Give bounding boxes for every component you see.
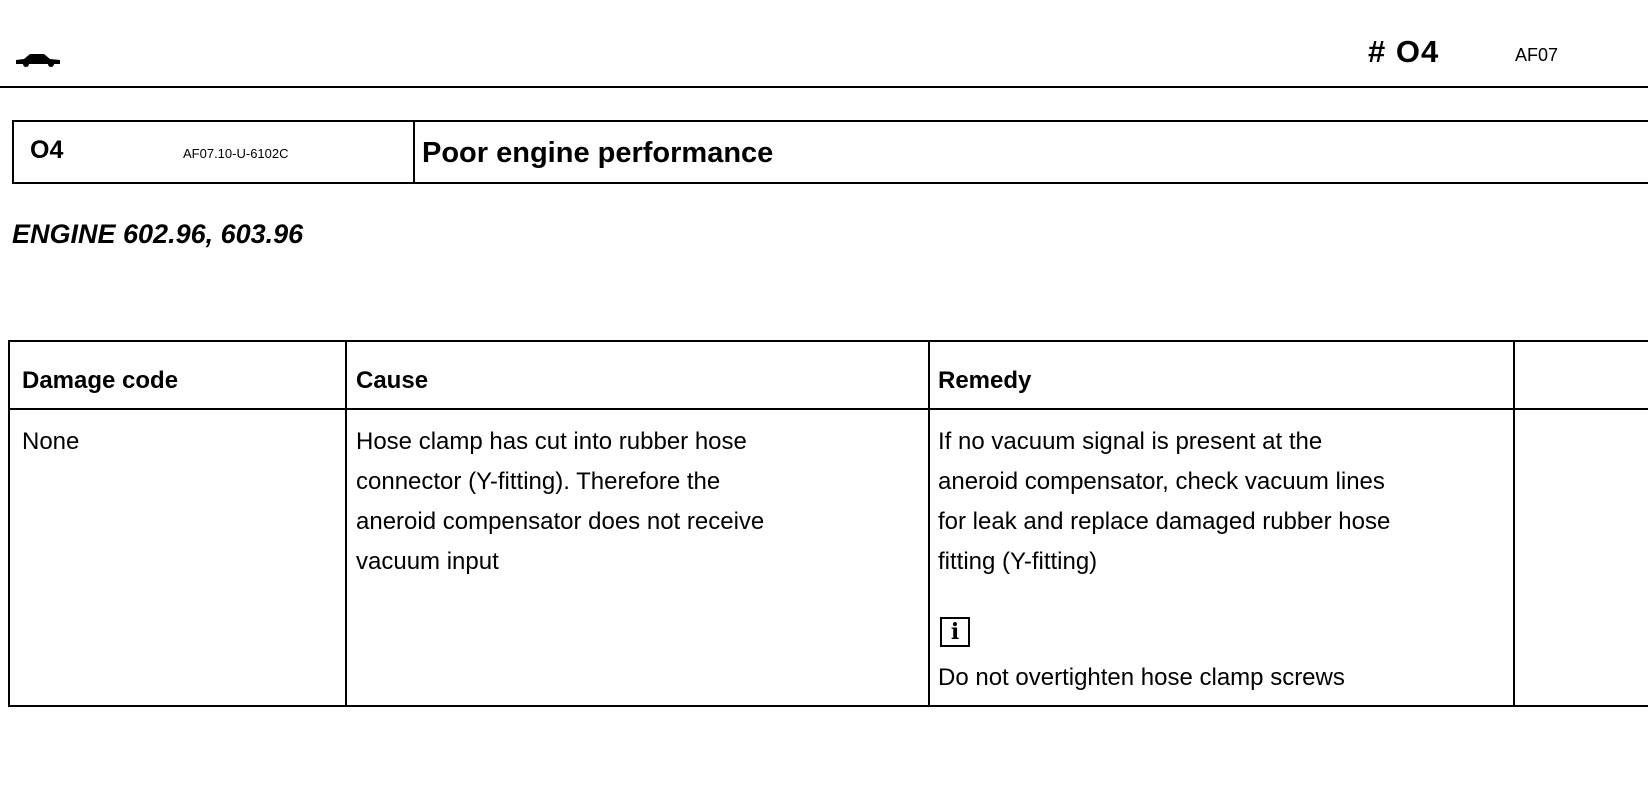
damage-code-value: None bbox=[22, 428, 80, 455]
column-header-damage-code: Damage code bbox=[22, 367, 179, 394]
cause-line: Hose clamp has cut into rubber hose bbox=[356, 428, 747, 455]
page-title: Poor engine performance bbox=[422, 137, 774, 169]
cause-line: connector (Y-fitting). Therefore the bbox=[356, 468, 721, 495]
table-header-rule bbox=[8, 408, 1648, 410]
header-rule bbox=[0, 86, 1648, 88]
column-header-remedy: Remedy bbox=[938, 367, 1032, 394]
remedy-line: If no vacuum signal is present at the bbox=[938, 428, 1323, 455]
cause-line: aneroid compensator does not receive bbox=[356, 508, 765, 535]
cause-line: vacuum input bbox=[356, 548, 499, 575]
title-code: O4 bbox=[30, 136, 64, 164]
remedy-line: fitting (Y-fitting) bbox=[938, 548, 1098, 575]
table-column-divider bbox=[345, 340, 347, 707]
info-icon: i bbox=[940, 617, 970, 647]
document-number: # O4 bbox=[1368, 34, 1440, 69]
table-column-divider bbox=[1513, 340, 1515, 707]
remedy-note: Do not overtighten hose clamp screws bbox=[938, 664, 1345, 691]
column-header-cause: Cause bbox=[356, 367, 429, 394]
remedy-line: aneroid compensator, check vacuum lines bbox=[938, 468, 1385, 495]
document-id: AF07 bbox=[1515, 45, 1559, 65]
remedy-line: for leak and replace damaged rubber hose bbox=[938, 508, 1391, 535]
table-border-bottom bbox=[8, 705, 1648, 707]
damage-code-cell bbox=[22, 422, 322, 462]
cause-cell bbox=[356, 422, 916, 582]
car-icon bbox=[14, 48, 62, 68]
engine-heading: ENGINE 602.96, 603.96 bbox=[12, 219, 304, 249]
table-border-left bbox=[8, 340, 10, 707]
title-box-divider bbox=[413, 120, 415, 184]
table-column-divider bbox=[928, 340, 930, 707]
table-border-top bbox=[8, 340, 1648, 342]
title-reference: AF07.10-U-6102C bbox=[183, 146, 289, 161]
remedy-cell bbox=[938, 422, 1506, 582]
